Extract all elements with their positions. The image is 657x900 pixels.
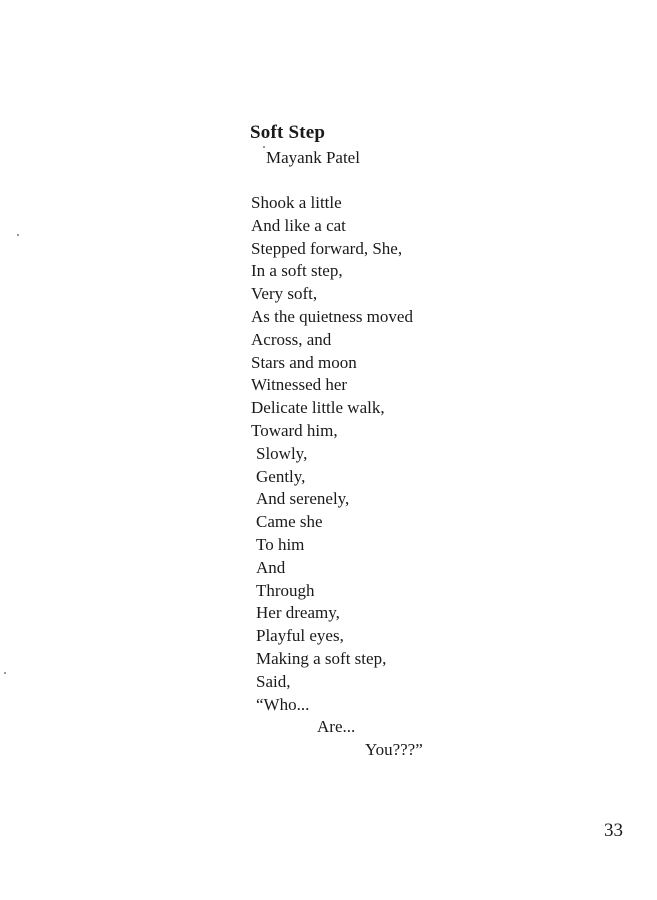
poem-line: Stepped forward, She, <box>251 238 403 258</box>
poem-author: Mayank Patel <box>266 148 360 167</box>
poem-line: And <box>256 557 286 577</box>
scan-speck <box>263 146 265 148</box>
poem-line: And serenely, <box>256 489 350 509</box>
poem-line: Her dreamy, <box>256 603 340 623</box>
scan-speck <box>17 234 19 236</box>
poem-title: Soft Step <box>250 122 326 143</box>
poem-line: In a soft step, <box>251 261 343 281</box>
poem-line: Witnessed her <box>251 375 348 395</box>
poem-line: Across, and <box>251 329 332 349</box>
poem-line: And like a cat <box>251 215 346 235</box>
poem-body <box>251 192 423 762</box>
poem-line: Said, <box>256 671 291 691</box>
poem-line: “Who... <box>256 694 310 714</box>
poem-line: Making a soft step, <box>256 648 387 668</box>
poem-line: Came she <box>256 512 323 532</box>
poem-line: Delicate little walk, <box>251 398 385 418</box>
poem-line: Toward him, <box>251 420 338 440</box>
scan-speck <box>4 672 6 674</box>
poem-line: Gently, <box>256 466 306 486</box>
poem-line: Shook a little <box>251 193 342 212</box>
poem-line: As the quietness moved <box>251 306 413 326</box>
page-number: 33 <box>604 820 623 841</box>
poem-line: To him <box>256 534 305 554</box>
poem-line: Very soft, <box>251 284 318 304</box>
poem-line: Playful eyes, <box>256 626 344 646</box>
poem-line: You???” <box>365 740 423 760</box>
poem-line: Are... <box>317 717 356 737</box>
poem-line: Stars and moon <box>251 352 357 372</box>
poem-line: Through <box>256 580 315 600</box>
poem-line: Slowly, <box>256 443 308 463</box>
